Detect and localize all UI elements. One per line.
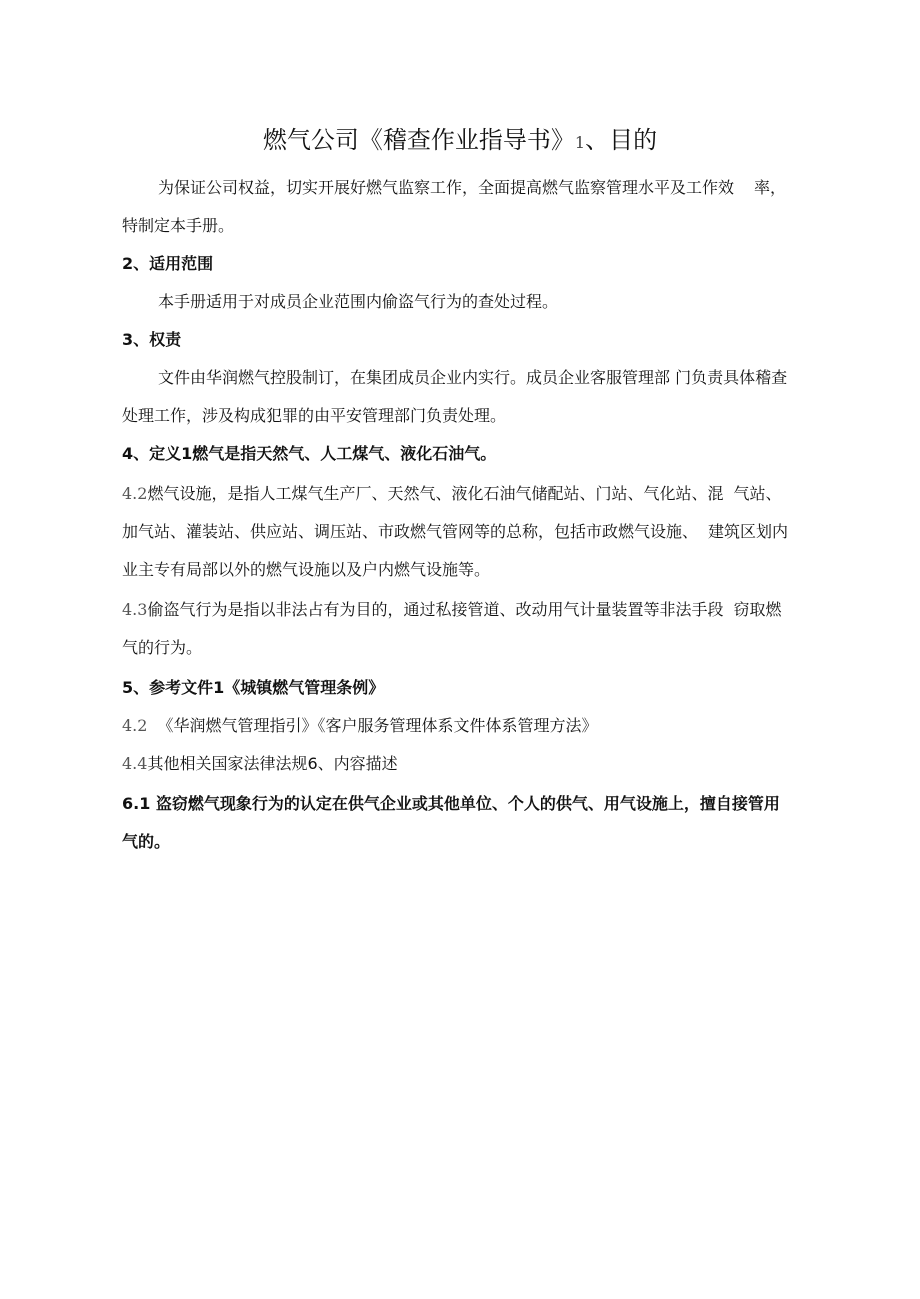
reference-3 [122,752,812,776]
title-main: 燃气公司《稽查作业指导书》 [262,126,575,154]
content-line-1: 6.1 盗窃燃气现象行为的认定在供气企业或其他单位、个人的供气、用气设施上，擅自接管用 [122,794,780,813]
definition-3-line-1 [122,598,812,622]
reference-2-text: 《华润燃气管理指引》《客户服务管理体系文件体系管理方法》 [157,716,598,735]
definition-2-line-3: 业主专有局部以外的燃气设施以及户内燃气设施等。 [122,560,491,579]
reference-3-number: 4.4 [122,754,148,773]
definition-2-line-1 [122,482,812,506]
reference-2 [122,714,812,738]
authority-line-2: 处理工作，涉及构成犯罪的由平安管理部门负责处理。 [122,406,507,425]
purpose-text-1b: 率， [754,178,787,197]
document-title [0,122,920,161]
purpose-line-2: 特制定本手册。 [122,216,235,235]
definition-2-text-1b: 气站、 [733,484,782,503]
definition-3-text-1b: 窃取燃 [733,600,782,619]
definition-3-number: 4.3 [122,600,148,619]
reference-3-text: 其他相关国家法律法规6、内容描述 [147,754,398,773]
content-line-2: 气的。 [122,832,171,851]
definition-2-text-2a: 加气站、灌装站、供应站、调压站、市政燃气管网等的总称，包括市政燃气设施、 [122,522,699,541]
scope-text: 本手册适用于对成员企业范围内偷盗气行为的查处过程。 [158,292,559,311]
purpose-line-1 [158,176,848,200]
authority-heading: 3、权责 [122,330,182,349]
reference-2-number: 4.2 [122,716,148,735]
definition-2-line-2 [122,520,812,544]
scope-heading: 2、适用范围 [122,254,214,273]
authority-line-1: 文件由华润燃气控股制订，在集团成员企业内实行。成员企业客服管理部 门负责具体稽查 [158,368,788,387]
definition-2-text-1a: 燃气设施，是指人工煤气生产厂、天然气、液化石油气储配站、门站、气化站、混 [147,484,724,503]
purpose-text-1a: 为保证公司权益，切实开展好燃气监察工作，全面提高燃气监察管理水平及工作效 [158,178,735,197]
title-number: 1 [574,133,586,152]
definition-2-number: 4.2 [122,484,148,503]
definitions-heading: 4、定义1燃气是指天然气、人工煤气、液化石油气。 [122,444,497,463]
references-heading: 5、参考文件1《城镇燃气管理条例》 [122,678,385,697]
definition-2-text-2b: 建筑区划内 [708,522,789,541]
title-tail: 、目的 [585,126,658,154]
definition-3-line-2: 气的行为。 [122,638,203,657]
definition-3-text-1a: 偷盗气行为是指以非法占有为目的，通过私接管道、改动用气计量装置等非法手段 [147,600,724,619]
